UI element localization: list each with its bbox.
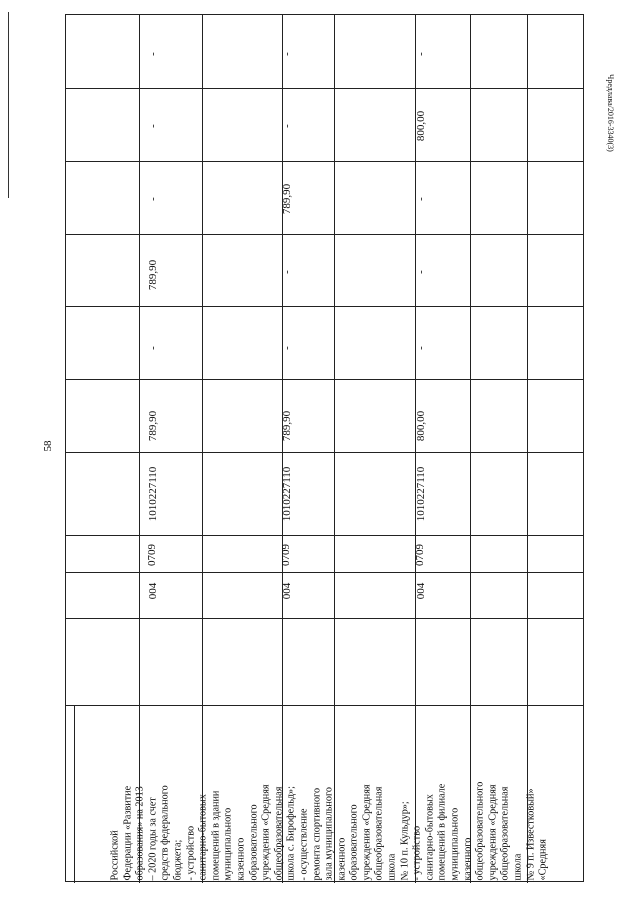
table-hline [66, 618, 583, 619]
description-line: зала муниципального [323, 786, 335, 880]
row3-y2018: - [415, 197, 427, 201]
description-line: – 2020 годы за счет [146, 796, 158, 880]
margin-line [8, 12, 9, 198]
description-line: - осуществление [297, 807, 309, 880]
row3-y2017: - [415, 270, 427, 274]
description-line: муниципального [449, 807, 461, 880]
description-line: № 9 п. Известковый» [524, 787, 536, 880]
row2-y2019: - [281, 124, 293, 128]
table-hline [66, 161, 583, 162]
table-hline [66, 306, 583, 307]
table-vline [74, 705, 75, 883]
description-line: - устройство [411, 825, 423, 880]
row3-ministry: 004 [415, 582, 427, 600]
row3-y2016: - [415, 346, 427, 350]
table-hline [66, 379, 583, 380]
description-line: казенного [335, 837, 347, 880]
description-line: образовательного [247, 803, 259, 880]
description-line: № 10 п. Кульдур»; [398, 800, 410, 880]
table-hline [66, 535, 583, 536]
description-line: помещений в здании [209, 790, 221, 880]
description-line: учреждения «Средняя [486, 783, 498, 880]
row2-y2017: - [281, 270, 293, 274]
row3-total: 800,00 [415, 410, 427, 442]
description-line: средств федерального [159, 784, 171, 880]
description-line: общеобразовательного [474, 781, 486, 880]
description-line: образования» на 2013 [134, 785, 146, 880]
row2-article: 1010227110 [281, 466, 293, 522]
description-line: Российской [109, 829, 120, 880]
row2-total: 789,90 [281, 410, 293, 442]
row2-ministry: 004 [281, 582, 293, 600]
row3-article: 1010227110 [415, 466, 427, 522]
description-line: санитарно-бытовых [423, 793, 435, 880]
description-line: ремонта спортивного [310, 787, 322, 880]
row2-section: 0709 [280, 544, 292, 566]
description-line: школа [512, 853, 523, 880]
doc-code-text: Чредлава/2016-3340(3) [606, 74, 615, 152]
row3-section: 0709 [414, 544, 426, 566]
description-line: бюджета; [171, 839, 183, 880]
description-line: помещений в филиале [436, 783, 448, 880]
row1-ministry: 004 [147, 582, 159, 600]
description-line: санитарно-бытовых [197, 793, 209, 880]
row2-y2018: 789,90 [281, 183, 293, 215]
row2-y2016: - [281, 346, 293, 350]
row1-section: 0709 [146, 544, 158, 566]
row1-y2020: - [147, 52, 159, 56]
table-hline [66, 705, 583, 706]
description-line: казенного [234, 837, 246, 880]
description-line: образовательного [348, 803, 360, 880]
row1-article: 1010227110 [147, 466, 159, 522]
description-line: учреждения «Средняя [360, 783, 372, 880]
measure-description [109, 708, 550, 880]
description-line: школа [386, 853, 398, 880]
row3-y2019: 800,00 [415, 110, 427, 142]
description-line: школа с. Бирофельд»; [285, 785, 297, 880]
row1-y2017: 789,90 [147, 259, 159, 291]
description-line: - устройство [184, 825, 196, 880]
description-line: муниципального [222, 807, 234, 880]
table-hline [66, 234, 583, 235]
description-line: казенного [461, 837, 473, 880]
description-line: «Средняя [537, 838, 549, 880]
row1-y2019: - [147, 124, 159, 128]
description-line: Федерации «Развитие [121, 785, 133, 880]
row2-y2020: - [281, 52, 293, 56]
table-hline [66, 88, 583, 89]
row3-y2020: - [415, 52, 427, 56]
doc-code [600, 0, 620, 905]
description-line: общеобразовательная [373, 786, 385, 880]
row1-y2018: - [147, 197, 159, 201]
description-line: общеобразовательная [272, 786, 284, 880]
table-hline [66, 452, 583, 453]
table-hline [66, 572, 583, 573]
row1-y2016: - [147, 346, 159, 350]
page-number: 58 [42, 440, 54, 452]
row1-total: 789,90 [147, 410, 159, 442]
description-line: учреждения «Средняя [260, 783, 272, 880]
description-line: общеобразовательная [499, 786, 511, 880]
